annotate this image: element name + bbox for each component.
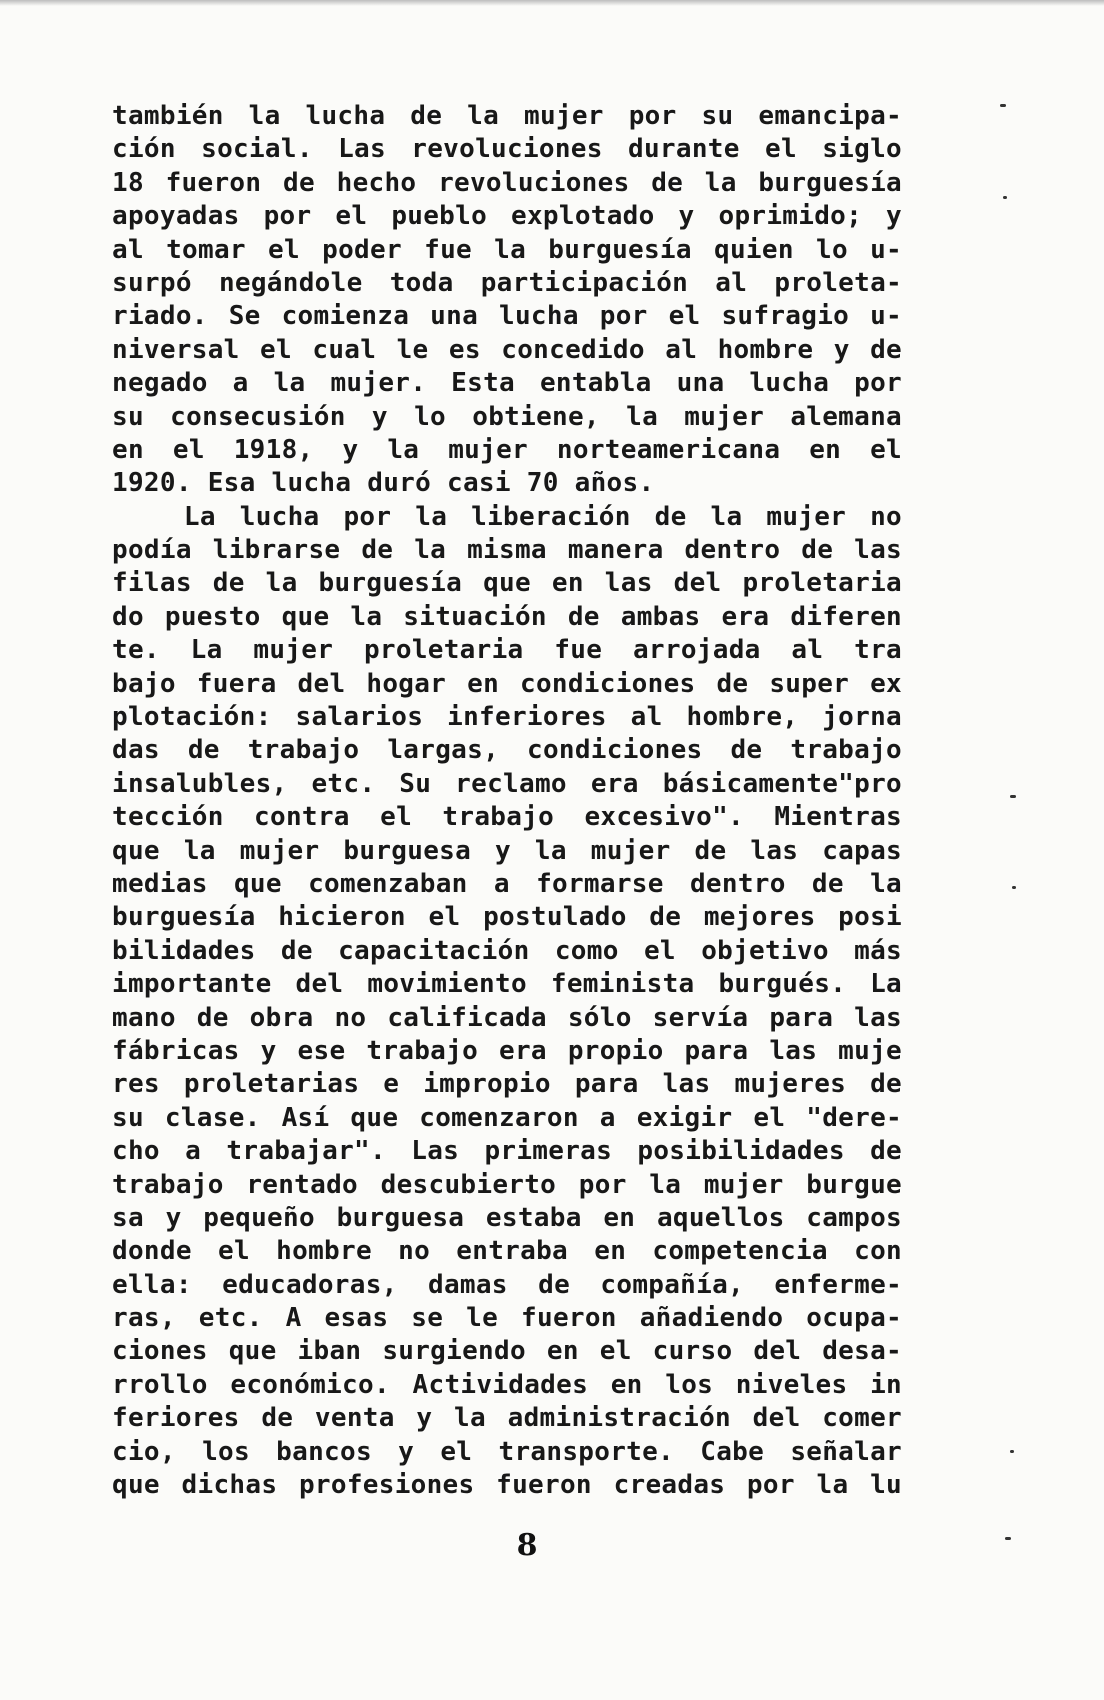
text-line: cio, los bancos y el transporte. Cabe señalar [112, 1436, 902, 1467]
scan-speck [1005, 1537, 1011, 1540]
text-line: podía librarse de la misma manera dentro de las [112, 535, 902, 566]
body-text [112, 100, 902, 1502]
scan-speck [1003, 196, 1007, 199]
text-line: bajo fuera del hogar en condiciones de super ex [112, 668, 902, 699]
text-line: ciones que iban surgiendo en el curso del desa- [112, 1336, 902, 1367]
text-line: cho a trabajar". Las primeras posibilidades de [112, 1136, 902, 1167]
text-line: ción social. Las revoluciones durante el siglo [112, 134, 902, 165]
text-line: que dichas profesiones fueron creadas por la lu [112, 1470, 902, 1501]
text-line: su consecusión y lo obtiene, la mujer alemana [112, 401, 902, 432]
text-line: rrollo económico. Actividades en los niveles in [112, 1369, 902, 1400]
text-line: res proletarias e impropio para las mujeres de [112, 1069, 902, 1100]
scan-speck [1012, 886, 1016, 889]
text-line: que la mujer burguesa y la mujer de las capas [112, 835, 902, 866]
text-line: negado a la mujer. Esta entabla una lucha por [112, 368, 902, 399]
text-line: tección contra el trabajo excesivo". Mientras [112, 802, 902, 833]
text-line: sa y pequeño burguesa estaba en aquellos campos [112, 1202, 902, 1233]
text-line: te. La mujer proletaria fue arrojada al tra [112, 635, 902, 666]
scan-speck [1010, 795, 1016, 798]
text-line: 1920. Esa lucha duró casi 70 años. [112, 468, 655, 499]
page-number: 8 [516, 1528, 538, 1563]
scan-speck [1000, 104, 1006, 107]
scan-top-edge [0, 0, 1104, 6]
text-line: riado. Se comienza una lucha por el sufragio u- [112, 301, 902, 332]
text-line: en el 1918, y la mujer norteamericana en el [112, 434, 902, 465]
text-line: 18 fueron de hecho revoluciones de la burguesía [112, 167, 902, 198]
text-line: importante del movimiento feminista burgués. La [112, 969, 902, 1000]
text-line: bilidades de capacitación como el objetivo más [112, 935, 902, 966]
text-line: al tomar el poder fue la burguesía quien lo u- [112, 234, 902, 265]
text-line: La lucha por la liberación de la mujer no [112, 501, 902, 532]
text-line: trabajo rentado descubierto por la mujer burgue [112, 1169, 902, 1200]
text-line: apoyadas por el pueblo explotado y oprimido; y [112, 201, 902, 232]
text-line: burguesía hicieron el postulado de mejores posi [112, 902, 902, 933]
text-line: medias que comenzaban a formarse dentro de la [112, 868, 902, 899]
text-line: das de trabajo largas, condiciones de trabajo [112, 735, 902, 766]
text-line: filas de la burguesía que en las del proletaria [112, 568, 902, 599]
text-line: do puesto que la situación de ambas era diferen [112, 601, 902, 632]
text-line: insalubles, etc. Su reclamo era básicamente"pro [112, 768, 902, 799]
text-line: plotación: salarios inferiores al hombre, jorna [112, 702, 902, 733]
text-line: su clase. Así que comenzaron a exigir el "dere- [112, 1102, 902, 1133]
scan-speck [1010, 1450, 1014, 1453]
text-line: surpó negándole toda participación al proleta- [112, 267, 902, 298]
text-line: donde el hombre no entraba en competencia con [112, 1236, 902, 1267]
text-line: feriores de venta y la administración del comer [112, 1403, 902, 1434]
text-line: ella: educadoras, damas de compañía, enferme- [112, 1269, 902, 1300]
text-line: mano de obra no calificada sólo servía para las [112, 1002, 902, 1033]
text-line: niversal el cual le es concedido al hombre y de [112, 334, 902, 365]
text-line: fábricas y ese trabajo era propio para las muje [112, 1035, 902, 1066]
text-line: también la lucha de la mujer por su emancipa- [112, 101, 902, 131]
text-line: ras, etc. A esas se le fueron añadiendo ocupa- [112, 1303, 902, 1334]
